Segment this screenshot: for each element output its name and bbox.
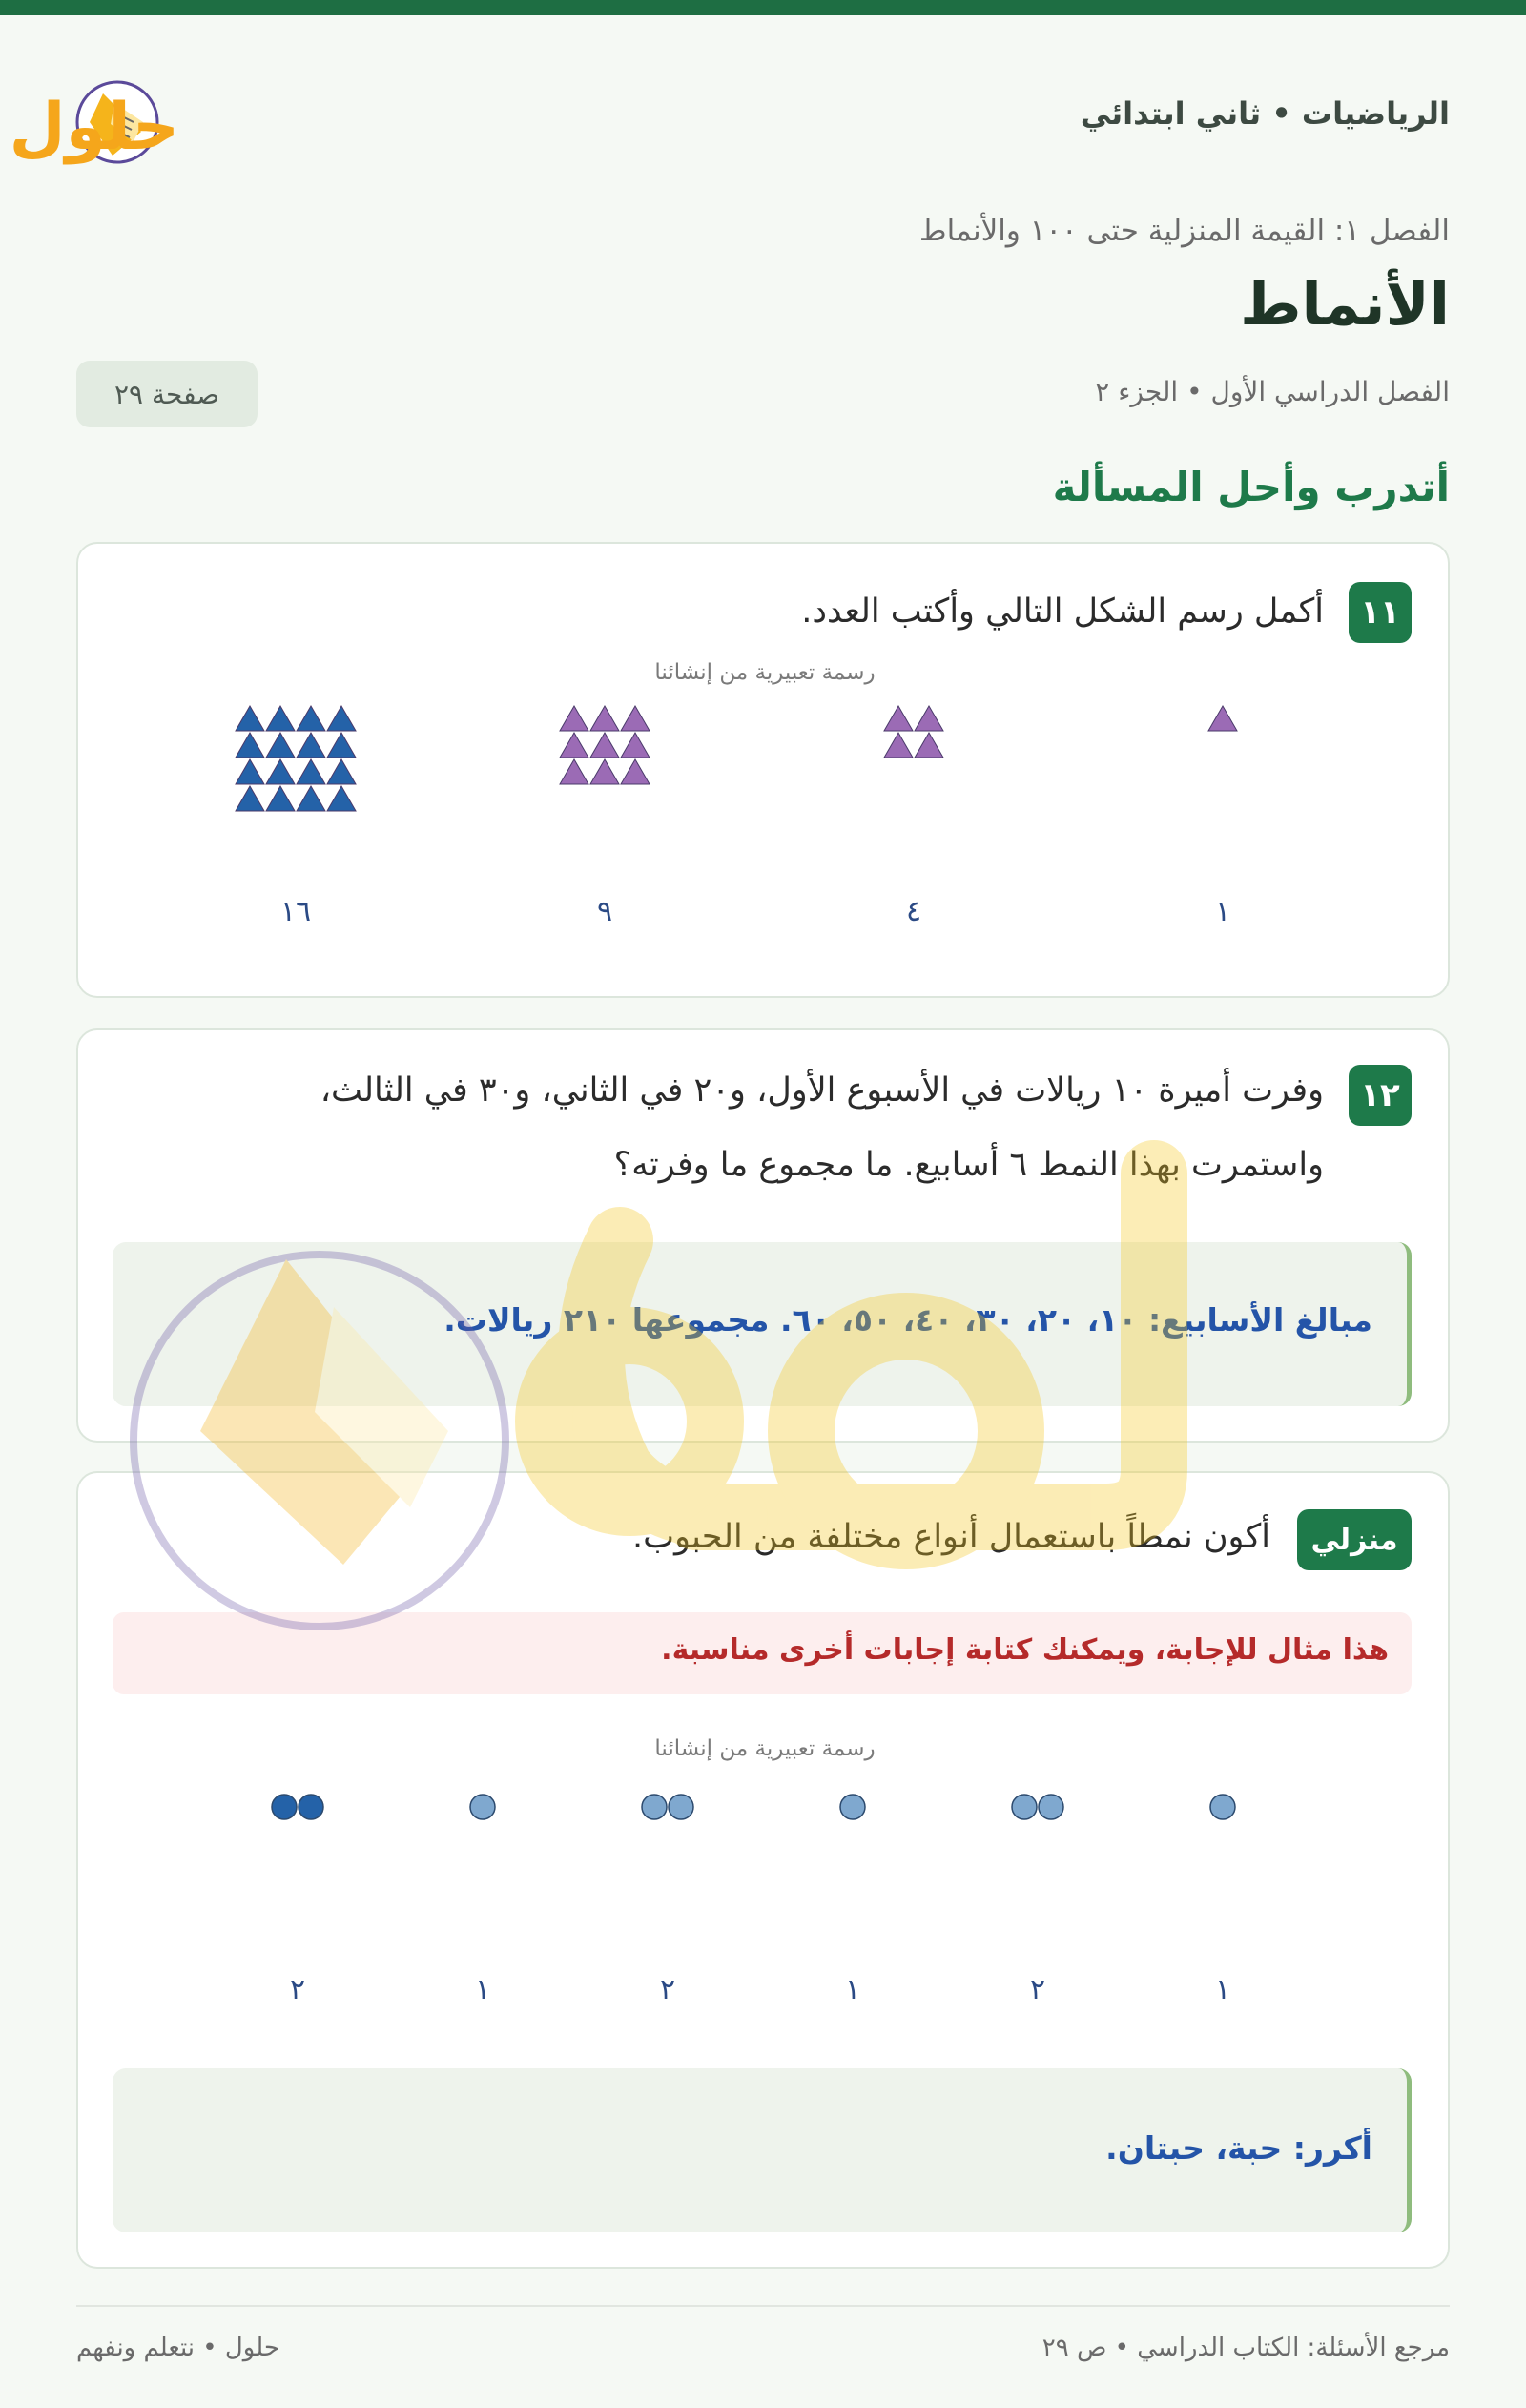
grain-dot (470, 1795, 495, 1819)
triangle-shape (266, 759, 295, 784)
section-title: أتدرب وأحل المسألة (1052, 464, 1450, 510)
triangle-shape (1208, 706, 1237, 731)
answer-text: أكرر: حبة، حبتان. (1105, 2129, 1372, 2167)
triangle-shape (327, 786, 356, 811)
triangle-shape (560, 706, 588, 731)
triangle-shape (236, 786, 264, 811)
footer-divider (76, 2305, 1450, 2307)
triangle-shape (560, 733, 588, 758)
home-activity-badge: منزلي (1297, 1509, 1412, 1570)
grain-dot (669, 1795, 693, 1819)
grain-count-label: ١ (844, 1973, 861, 2006)
triangle-shape (621, 733, 650, 758)
triangle-shape (297, 733, 325, 758)
triangle-shape (560, 759, 588, 784)
triangle-shape (327, 759, 356, 784)
triangle-shape (621, 706, 650, 731)
triangle-shape (266, 733, 295, 758)
triangle-shape (590, 706, 619, 731)
triangle-shape (297, 759, 325, 784)
triangle-shape (266, 786, 295, 811)
question-text-line-2: واستمرت بهذا النمط ٦ أسابيع. ما مجموع ما وفرته؟ (613, 1146, 1324, 1184)
logo-icon (9, 65, 351, 170)
question-number-badge: ١٢ (1349, 1065, 1412, 1126)
chapter-title: الفصل ١: القيمة المنزلية حتى ١٠٠ والأنماط (918, 214, 1450, 248)
grain-group (642, 1795, 693, 1819)
note-box (113, 1612, 1412, 1694)
question-text-line-1: وفرت أميرة ١٠ ريالات في الأسبوع الأول، و٢٠ في الثاني، و٣٠ في الثالث، (320, 1071, 1324, 1110)
home-activity-card (76, 1471, 1450, 2269)
grain-count-label: ١ (474, 1973, 491, 2006)
triangle-shape (266, 706, 295, 731)
grain-group (1210, 1795, 1235, 1819)
triangle-shape (236, 706, 264, 731)
grain-dot (1039, 1795, 1063, 1819)
triangle-shape (297, 706, 325, 731)
activity-text: أكون نمطاً باستعمال أنواع مختلفة من الحبوب. (632, 1518, 1270, 1556)
triangle-group (884, 706, 943, 758)
grain-dot (642, 1795, 667, 1819)
grain-dot (272, 1795, 297, 1819)
top-bar (0, 0, 1526, 15)
footer-reference: مرجع الأسئلة: الكتاب الدراسي • ص ٢٩ (1041, 2334, 1450, 2362)
grain-group (470, 1795, 495, 1819)
triangle-shape (884, 706, 913, 731)
question-card-12 (76, 1028, 1450, 1443)
triangle-group (236, 706, 356, 811)
grain-pattern-figure (78, 1769, 1452, 1855)
figure-count-label: ١٦ (279, 895, 312, 928)
page-number-badge: صفحة ٢٩ (76, 361, 258, 427)
question-number-badge: ١١ (1349, 582, 1412, 643)
triangle-shape (590, 733, 619, 758)
triangle-group (1208, 706, 1237, 731)
answer-text: مبالغ الأسابيع: ١٠، ٢٠، ٣٠، ٤٠، ٥٠، ٦٠. مجموعها ٢١٠ ريالات. (443, 1301, 1372, 1339)
grain-count-label: ٢ (289, 1973, 306, 2006)
figure-count-label: ٤ (905, 895, 922, 928)
answer-box (113, 1242, 1412, 1406)
grain-count-label: ١ (1214, 1973, 1231, 2006)
grain-dot (840, 1795, 865, 1819)
grain-dot (299, 1795, 323, 1819)
triangle-shape (621, 759, 650, 784)
triangle-shape (327, 733, 356, 758)
triangle-pattern-figure (78, 696, 1452, 840)
triangle-shape (590, 759, 619, 784)
svg-text:حلول: حلول (9, 90, 179, 165)
triangle-shape (236, 733, 264, 758)
footer-brand: حلول • نتعلم ونفهم (76, 2334, 279, 2362)
course-title: الرياضيات • ثاني ابتدائي (1080, 95, 1450, 132)
grain-dot (1012, 1795, 1037, 1819)
grain-group (840, 1795, 865, 1819)
triangle-shape (915, 706, 943, 731)
question-text: أكمل رسم الشكل التالي وأكتب العدد. (801, 592, 1324, 631)
grain-group (272, 1795, 323, 1819)
illustration-caption: رسمة تعبيرية من إنشائنا (654, 1736, 876, 1761)
grain-count-label: ٢ (659, 1973, 676, 2006)
illustration-caption: رسمة تعبيرية من إنشائنا (654, 660, 876, 685)
triangle-group (560, 706, 650, 784)
figure-count-label: ١ (1214, 895, 1231, 928)
grain-group (1012, 1795, 1063, 1819)
semester-label: الفصل الدراسي الأول • الجزء ٢ (1095, 376, 1450, 407)
triangle-shape (915, 733, 943, 758)
triangle-shape (236, 759, 264, 784)
triangle-shape (884, 733, 913, 758)
question-card-11 (76, 542, 1450, 998)
answer-box (113, 2068, 1412, 2232)
triangle-shape (297, 786, 325, 811)
page-title: الأنماط (1240, 269, 1450, 339)
grain-count-label: ٢ (1029, 1973, 1046, 2006)
grain-dot (1210, 1795, 1235, 1819)
figure-count-label: ٩ (596, 895, 613, 928)
note-text: هذا مثال للإجابة، ويمكنك كتابة إجابات أخرى مناسبة. (661, 1633, 1389, 1667)
triangle-shape (327, 706, 356, 731)
